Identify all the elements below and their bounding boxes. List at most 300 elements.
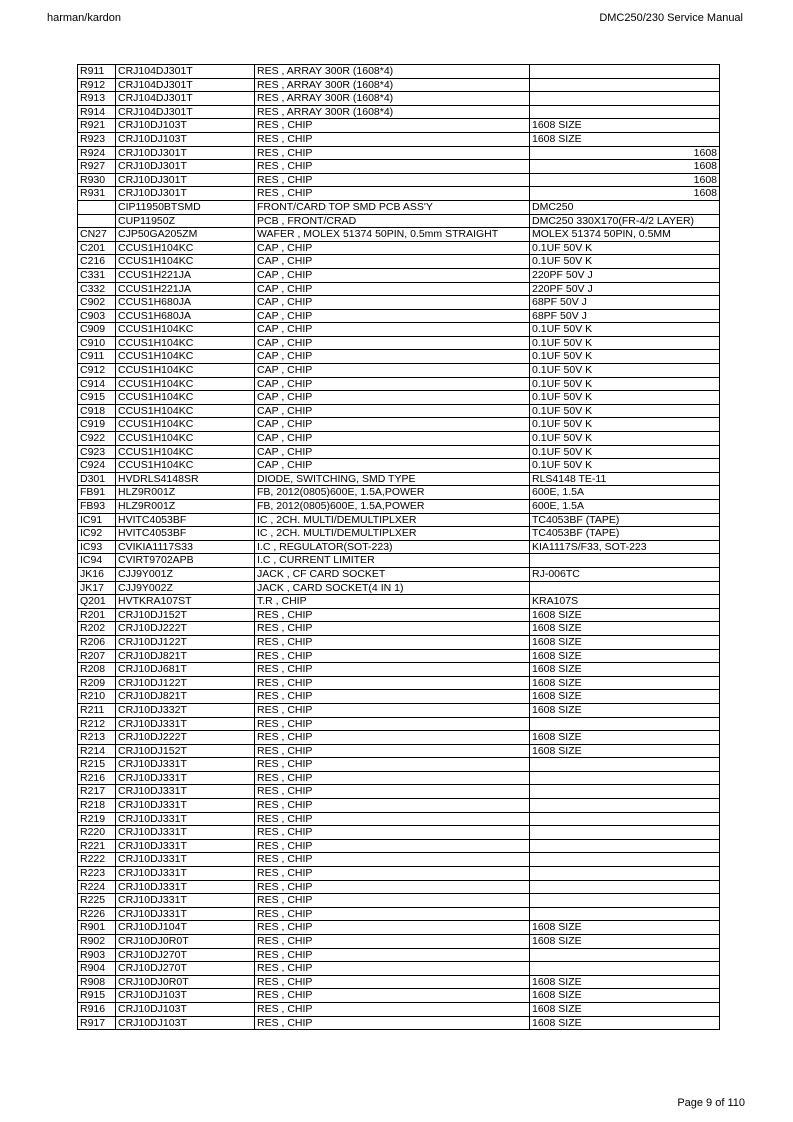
part-number-cell: CRJ10DJ331T [116, 880, 255, 894]
description-cell: RES , CHIP [255, 935, 530, 949]
description-cell: CAP , CHIP [255, 418, 530, 432]
part-number-cell: CRJ10DJ331T [116, 894, 255, 908]
part-number-cell: HVDRLS4148SR [116, 472, 255, 486]
table-row [78, 676, 720, 690]
table-row [78, 309, 720, 323]
spec-cell: 1608 SIZE [530, 731, 720, 745]
description-cell: RES , CHIP [255, 812, 530, 826]
ref-cell: C912 [78, 364, 116, 378]
description-cell: FB, 2012(0805)600E, 1.5A,POWER [255, 486, 530, 500]
description-cell: RES , CHIP [255, 975, 530, 989]
part-number-cell: CRJ10DJ103T [116, 1002, 255, 1016]
table-row [78, 1002, 720, 1016]
description-cell: RES , ARRAY 300R (1608*4) [255, 78, 530, 92]
table-row [78, 540, 720, 554]
table-row [78, 622, 720, 636]
spec-cell: RJ-006TC [530, 567, 720, 581]
description-cell: PCB , FRONT/CRAD [255, 214, 530, 228]
table-row [78, 826, 720, 840]
part-number-cell: CCUS1H104KC [116, 377, 255, 391]
ref-cell: R902 [78, 935, 116, 949]
description-cell: RES , CHIP [255, 173, 530, 187]
part-number-cell: HLZ9R001Z [116, 486, 255, 500]
ref-cell: R930 [78, 173, 116, 187]
part-number-cell: CCUS1H104KC [116, 255, 255, 269]
part-number-cell: HVTKRA107ST [116, 595, 255, 609]
part-number-cell: CCUS1H104KC [116, 418, 255, 432]
description-cell: CAP , CHIP [255, 404, 530, 418]
spec-cell: 1608 SIZE [530, 975, 720, 989]
spec-cell [530, 771, 720, 785]
spec-cell: 0.1UF 50V K [530, 391, 720, 405]
description-cell: RES , CHIP [255, 146, 530, 160]
ref-cell: JK16 [78, 567, 116, 581]
part-number-cell: CCUS1H104KC [116, 391, 255, 405]
spec-cell [530, 839, 720, 853]
spec-cell: 0.1UF 50V K [530, 323, 720, 337]
part-number-cell: CRJ10DJ331T [116, 826, 255, 840]
ref-cell: R211 [78, 703, 116, 717]
spec-cell: 0.1UF 50V K [530, 350, 720, 364]
part-number-cell: CRJ10DJ0R0T [116, 975, 255, 989]
part-number-cell: CRJ10DJ331T [116, 907, 255, 921]
ref-cell: R212 [78, 717, 116, 731]
table-row [78, 731, 720, 745]
part-number-cell: CRJ10DJ103T [116, 989, 255, 1003]
ref-cell: C923 [78, 445, 116, 459]
spec-cell: 1608 [530, 187, 720, 201]
ref-cell: R219 [78, 812, 116, 826]
table-row [78, 839, 720, 853]
spec-cell [530, 894, 720, 908]
part-number-cell: CRJ10DJ332T [116, 703, 255, 717]
table-row [78, 771, 720, 785]
description-cell: CAP , CHIP [255, 255, 530, 269]
spec-cell [530, 105, 720, 119]
part-number-cell: CRJ10DJ122T [116, 676, 255, 690]
ref-cell: Q201 [78, 595, 116, 609]
part-number-cell: CRJ10DJ331T [116, 853, 255, 867]
spec-cell [530, 853, 720, 867]
header-brand: harman/kardon [47, 12, 121, 24]
table-row [78, 935, 720, 949]
ref-cell: R217 [78, 785, 116, 799]
ref-cell: C911 [78, 350, 116, 364]
table-row [78, 459, 720, 473]
spec-cell [530, 758, 720, 772]
spec-cell: 1608 [530, 160, 720, 174]
part-number-cell: CRJ10DJ301T [116, 160, 255, 174]
description-cell: RES , CHIP [255, 717, 530, 731]
part-number-cell: CRJ10DJ331T [116, 799, 255, 813]
spec-cell [530, 812, 720, 826]
ref-cell: R904 [78, 962, 116, 976]
table-row [78, 336, 720, 350]
table-row [78, 78, 720, 92]
table-row [78, 608, 720, 622]
part-number-cell: CRJ10DJ152T [116, 608, 255, 622]
part-number-cell: CJJ9Y002Z [116, 581, 255, 595]
description-cell: RES , CHIP [255, 853, 530, 867]
description-cell: DIODE, SWITCHING, SMD TYPE [255, 472, 530, 486]
table-row [78, 581, 720, 595]
part-number-cell: CCUS1H104KC [116, 323, 255, 337]
description-cell: RES , CHIP [255, 744, 530, 758]
table-row [78, 567, 720, 581]
spec-cell [530, 867, 720, 881]
ref-cell: C909 [78, 323, 116, 337]
spec-cell: TC4053BF (TAPE) [530, 527, 720, 541]
description-cell: CAP , CHIP [255, 336, 530, 350]
ref-cell: C922 [78, 432, 116, 446]
part-number-cell: CCUS1H104KC [116, 404, 255, 418]
part-number-cell: CCUS1H104KC [116, 336, 255, 350]
part-number-cell: HVITC4053BF [116, 513, 255, 527]
part-number-cell: CRJ10DJ331T [116, 758, 255, 772]
spec-cell: 1608 SIZE [530, 1016, 720, 1030]
description-cell: RES , CHIP [255, 921, 530, 935]
spec-cell: KIA1117S/F33, SOT-223 [530, 540, 720, 554]
part-number-cell: CCUS1H104KC [116, 241, 255, 255]
table-row [78, 663, 720, 677]
table-row [78, 486, 720, 500]
part-number-cell: CRJ10DJ270T [116, 948, 255, 962]
description-cell: CAP , CHIP [255, 268, 530, 282]
part-number-cell: CRJ10DJ152T [116, 744, 255, 758]
header-manual-title: DMC250/230 Service Manual [599, 12, 743, 24]
table-row [78, 921, 720, 935]
table-row [78, 105, 720, 119]
part-number-cell: CCUS1H104KC [116, 350, 255, 364]
spec-cell: 1608 SIZE [530, 676, 720, 690]
table-row [78, 717, 720, 731]
spec-cell: 1608 SIZE [530, 132, 720, 146]
ref-cell: R218 [78, 799, 116, 813]
spec-cell: 0.1UF 50V K [530, 445, 720, 459]
description-cell: CAP , CHIP [255, 282, 530, 296]
table-row [78, 867, 720, 881]
spec-cell [530, 78, 720, 92]
description-cell: RES , CHIP [255, 894, 530, 908]
table-row [78, 296, 720, 310]
ref-cell: C919 [78, 418, 116, 432]
spec-cell: 0.1UF 50V K [530, 418, 720, 432]
ref-cell: R924 [78, 146, 116, 160]
spec-cell: MOLEX 51374 50PIN, 0.5MM [530, 228, 720, 242]
part-number-cell: CCUS1H680JA [116, 309, 255, 323]
part-number-cell: CRJ10DJ681T [116, 663, 255, 677]
ref-cell: C216 [78, 255, 116, 269]
description-cell: RES , CHIP [255, 907, 530, 921]
table-row [78, 200, 720, 214]
ref-cell: R923 [78, 132, 116, 146]
description-cell: CAP , CHIP [255, 350, 530, 364]
part-number-cell: CRJ104DJ301T [116, 65, 255, 79]
spec-cell: 220PF 50V J [530, 268, 720, 282]
spec-cell: 1608 SIZE [530, 744, 720, 758]
spec-cell [530, 92, 720, 106]
description-cell: RES , CHIP [255, 1016, 530, 1030]
spec-cell: 1608 SIZE [530, 690, 720, 704]
table-row [78, 554, 720, 568]
spec-cell: 1608 SIZE [530, 119, 720, 133]
table-row [78, 880, 720, 894]
table-row [78, 853, 720, 867]
ref-cell: R914 [78, 105, 116, 119]
ref-cell: R927 [78, 160, 116, 174]
ref-cell: IC91 [78, 513, 116, 527]
description-cell: RES , ARRAY 300R (1608*4) [255, 65, 530, 79]
description-cell: RES , CHIP [255, 771, 530, 785]
ref-cell: R921 [78, 119, 116, 133]
spec-cell: 1608 SIZE [530, 635, 720, 649]
description-cell: RES , CHIP [255, 649, 530, 663]
spec-cell: KRA107S [530, 595, 720, 609]
spec-cell: 0.1UF 50V K [530, 432, 720, 446]
ref-cell: D301 [78, 472, 116, 486]
part-number-cell: CRJ10DJ331T [116, 771, 255, 785]
table-row [78, 255, 720, 269]
spec-cell: 68PF 50V J [530, 296, 720, 310]
description-cell: RES , CHIP [255, 839, 530, 853]
spec-cell: DMC250 [530, 200, 720, 214]
table-row [78, 65, 720, 79]
table-row [78, 758, 720, 772]
part-number-cell: CCUS1H221JA [116, 268, 255, 282]
ref-cell: R221 [78, 839, 116, 853]
description-cell: IC , 2CH. MULTI/DEMULTIPLXER [255, 527, 530, 541]
ref-cell: R207 [78, 649, 116, 663]
part-number-cell: CRJ10DJ821T [116, 690, 255, 704]
spec-cell: 1608 SIZE [530, 608, 720, 622]
description-cell: RES , CHIP [255, 635, 530, 649]
ref-cell: R911 [78, 65, 116, 79]
description-cell: RES , CHIP [255, 187, 530, 201]
table-row [78, 894, 720, 908]
description-cell: RES , CHIP [255, 758, 530, 772]
table-row [78, 799, 720, 813]
table-row [78, 432, 720, 446]
description-cell: RES , CHIP [255, 608, 530, 622]
description-cell: CAP , CHIP [255, 459, 530, 473]
ref-cell: R208 [78, 663, 116, 677]
table-row [78, 500, 720, 514]
ref-cell: R201 [78, 608, 116, 622]
table-row [78, 812, 720, 826]
part-number-cell: CRJ10DJ0R0T [116, 935, 255, 949]
table-row [78, 989, 720, 1003]
part-number-cell: CRJ104DJ301T [116, 78, 255, 92]
spec-cell: 0.1UF 50V K [530, 336, 720, 350]
part-number-cell: CCUS1H680JA [116, 296, 255, 310]
description-cell: CAP , CHIP [255, 296, 530, 310]
part-number-cell: CRJ10DJ122T [116, 635, 255, 649]
table-row [78, 649, 720, 663]
ref-cell: R209 [78, 676, 116, 690]
part-number-cell: CCUS1H104KC [116, 445, 255, 459]
description-cell: RES , CHIP [255, 132, 530, 146]
ref-cell: R226 [78, 907, 116, 921]
spec-cell: 600E, 1.5A [530, 500, 720, 514]
ref-cell: C910 [78, 336, 116, 350]
part-number-cell: CRJ10DJ331T [116, 839, 255, 853]
spec-cell: 1608 SIZE [530, 1002, 720, 1016]
description-cell: RES , CHIP [255, 826, 530, 840]
description-cell: CAP , CHIP [255, 377, 530, 391]
spec-cell [530, 826, 720, 840]
description-cell: JACK , CF CARD SOCKET [255, 567, 530, 581]
ref-cell: R908 [78, 975, 116, 989]
ref-cell: R213 [78, 731, 116, 745]
table-row [78, 132, 720, 146]
part-number-cell: CJP50GA205ZM [116, 228, 255, 242]
ref-cell: C914 [78, 377, 116, 391]
description-cell: CAP , CHIP [255, 364, 530, 378]
ref-cell: C924 [78, 459, 116, 473]
description-cell: CAP , CHIP [255, 391, 530, 405]
description-cell: RES , CHIP [255, 948, 530, 962]
ref-cell: R206 [78, 635, 116, 649]
ref-cell: R912 [78, 78, 116, 92]
spec-cell: 1608 SIZE [530, 935, 720, 949]
table-row [78, 948, 720, 962]
spec-cell: 1608 SIZE [530, 921, 720, 935]
description-cell: WAFER , MOLEX 51374 50PIN, 0.5mm STRAIGHT [255, 228, 530, 242]
ref-cell: R931 [78, 187, 116, 201]
ref-cell: R901 [78, 921, 116, 935]
ref-cell: FB91 [78, 486, 116, 500]
part-number-cell: CJJ9Y001Z [116, 567, 255, 581]
ref-cell: JK17 [78, 581, 116, 595]
part-number-cell: CRJ10DJ821T [116, 649, 255, 663]
description-cell: CAP , CHIP [255, 432, 530, 446]
part-number-cell: HVITC4053BF [116, 527, 255, 541]
table-row [78, 228, 720, 242]
spec-cell: 0.1UF 50V K [530, 241, 720, 255]
spec-cell: 220PF 50V J [530, 282, 720, 296]
parts-list-body [78, 65, 720, 1030]
part-number-cell: CRJ10DJ270T [116, 962, 255, 976]
table-row [78, 282, 720, 296]
description-cell: RES , CHIP [255, 731, 530, 745]
ref-cell: IC93 [78, 540, 116, 554]
ref-cell: C903 [78, 309, 116, 323]
table-row [78, 364, 720, 378]
table-row [78, 187, 720, 201]
description-cell: RES , CHIP [255, 663, 530, 677]
description-cell: RES , ARRAY 300R (1608*4) [255, 105, 530, 119]
table-row [78, 214, 720, 228]
part-number-cell: HLZ9R001Z [116, 500, 255, 514]
ref-cell: R224 [78, 880, 116, 894]
part-number-cell: CRJ10DJ301T [116, 187, 255, 201]
table-row [78, 92, 720, 106]
spec-cell: 0.1UF 50V K [530, 364, 720, 378]
spec-cell: 1608 [530, 146, 720, 160]
ref-cell: C332 [78, 282, 116, 296]
part-number-cell: CIP11950BTSMD [116, 200, 255, 214]
parts-list-table [77, 64, 720, 1030]
description-cell: IC , 2CH. MULTI/DEMULTIPLXER [255, 513, 530, 527]
table-row [78, 785, 720, 799]
table-row [78, 975, 720, 989]
ref-cell: R216 [78, 771, 116, 785]
spec-cell [530, 907, 720, 921]
part-number-cell: CVIRT9702APB [116, 554, 255, 568]
part-number-cell: CCUS1H104KC [116, 432, 255, 446]
part-number-cell: CRJ10DJ331T [116, 785, 255, 799]
spec-cell: 0.1UF 50V K [530, 459, 720, 473]
ref-cell: R223 [78, 867, 116, 881]
spec-cell [530, 65, 720, 79]
part-number-cell: CRJ10DJ331T [116, 867, 255, 881]
description-cell: RES , CHIP [255, 785, 530, 799]
ref-cell: C915 [78, 391, 116, 405]
ref-cell: R903 [78, 948, 116, 962]
spec-cell [530, 785, 720, 799]
part-number-cell: CRJ10DJ103T [116, 119, 255, 133]
description-cell: RES , CHIP [255, 880, 530, 894]
description-cell: RES , CHIP [255, 1002, 530, 1016]
spec-cell: 0.1UF 50V K [530, 377, 720, 391]
spec-cell: 1608 [530, 173, 720, 187]
ref-cell: CN27 [78, 228, 116, 242]
spec-cell [530, 581, 720, 595]
description-cell: I.C , REGULATOR(SOT-223) [255, 540, 530, 554]
page-number: Page 9 of 110 [677, 1097, 745, 1109]
ref-cell: IC92 [78, 527, 116, 541]
part-number-cell: CRJ10DJ222T [116, 622, 255, 636]
ref-cell: R915 [78, 989, 116, 1003]
table-row [78, 527, 720, 541]
spec-cell: 1608 SIZE [530, 989, 720, 1003]
table-row [78, 268, 720, 282]
description-cell: RES , CHIP [255, 119, 530, 133]
table-row [78, 513, 720, 527]
description-cell: CAP , CHIP [255, 309, 530, 323]
description-cell: JACK , CARD SOCKET(4 IN 1) [255, 581, 530, 595]
part-number-cell: CRJ104DJ301T [116, 105, 255, 119]
ref-cell: R222 [78, 853, 116, 867]
spec-cell: 1608 SIZE [530, 703, 720, 717]
spec-cell: 1608 SIZE [530, 663, 720, 677]
description-cell: RES , CHIP [255, 690, 530, 704]
ref-cell: C331 [78, 268, 116, 282]
table-row [78, 907, 720, 921]
description-cell: RES , CHIP [255, 989, 530, 1003]
table-row [78, 418, 720, 432]
part-number-cell: CVIKIA1117S33 [116, 540, 255, 554]
part-number-cell: CRJ10DJ104T [116, 921, 255, 935]
ref-cell: R225 [78, 894, 116, 908]
table-row [78, 323, 720, 337]
spec-cell: 68PF 50V J [530, 309, 720, 323]
part-number-cell: CRJ10DJ331T [116, 717, 255, 731]
table-row [78, 962, 720, 976]
part-number-cell: CRJ10DJ222T [116, 731, 255, 745]
description-cell: RES , CHIP [255, 676, 530, 690]
table-row [78, 635, 720, 649]
spec-cell: 0.1UF 50V K [530, 255, 720, 269]
spec-cell: 1608 SIZE [530, 649, 720, 663]
ref-cell: C902 [78, 296, 116, 310]
ref-cell: R214 [78, 744, 116, 758]
table-row [78, 241, 720, 255]
spec-cell [530, 880, 720, 894]
description-cell: CAP , CHIP [255, 323, 530, 337]
part-number-cell: CCUS1H104KC [116, 364, 255, 378]
table-row [78, 173, 720, 187]
